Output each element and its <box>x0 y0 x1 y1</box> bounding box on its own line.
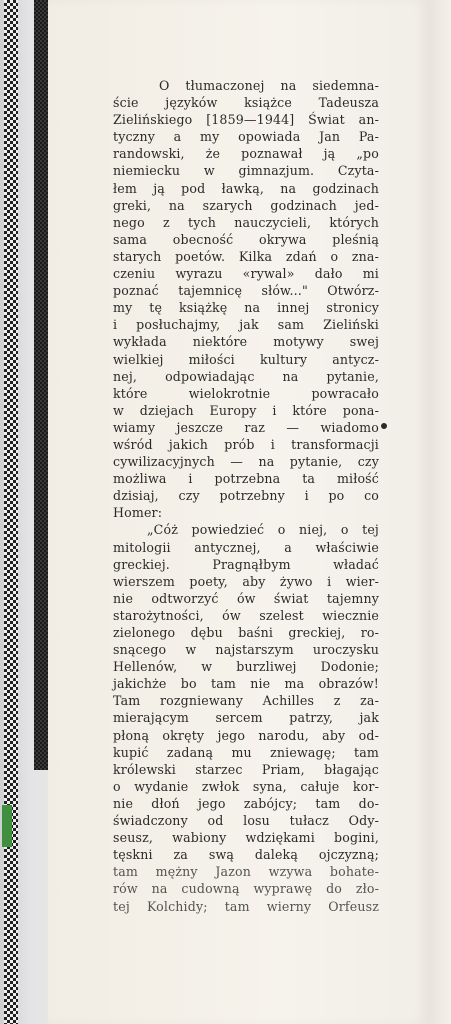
text-line: sama obecność okrywa pleśnią <box>113 231 379 247</box>
quote-line: wierszem poety, aby żywo i wier- <box>113 573 379 589</box>
quote-line: tam mężny Jazon wzywa bohate- <box>113 864 379 880</box>
quote-line: płoną okręty jego narodu, aby od- <box>113 727 379 743</box>
text-line: ście języków książce Tadeusza <box>113 95 379 111</box>
text-line: dzisiaj, czy potrzebny i po co <box>113 488 379 504</box>
text-line: tyczny a my opowiada Jan Pa- <box>113 129 379 145</box>
text-line: cywilizacyjnych — na pytanie, czy <box>113 454 379 470</box>
quote-line: Hellenów, w burzliwej Dodonie; <box>113 659 379 675</box>
quote-line: tej Kolchidy; tam wierny Orfeusz <box>113 898 379 914</box>
quote-line: tęskni za swą daleką ojczyzną; <box>113 847 379 863</box>
text-line: które wielokrotnie powracało <box>113 385 379 401</box>
text-line: my tę książkę na innej stronicy <box>113 300 379 316</box>
text-line: nego z tych nauczycieli, których <box>113 214 379 230</box>
quote-line: świadczony od losu tułacz Ody- <box>113 813 379 829</box>
text-line: wśród jakich prób i transformacji <box>113 436 379 452</box>
quote-line: „Cóż powiedzieć o niej, o tej <box>147 522 379 538</box>
text-line: O tłumaczonej na siedemna- <box>159 78 379 93</box>
text-line: w dziejach Europy i które pona- <box>113 402 379 418</box>
text-line: Zielińskiego [1859—1944] Świat an- <box>113 112 379 128</box>
text-line: poznać tajemnicę słów..." Otwórz- <box>113 283 379 299</box>
quote-line: nie odtworzyć ów świat tajemny <box>113 590 379 606</box>
text-line: możliwa i potrzebna ta miłość <box>113 471 379 487</box>
text-line: wielkiej miłości kultury antycz- <box>113 351 379 367</box>
body-text <box>113 77 379 915</box>
quote-line: kupić zadaną mu zniewagę; tam <box>113 744 379 760</box>
quote-line: nie dłoń jego zabójcy; tam do- <box>113 795 379 811</box>
text-line: wykłada niektóre motywy swej <box>113 334 379 350</box>
quote-line: mierającym sercem patrzy, jak <box>113 710 379 726</box>
quote-line: snącego w najstarszym uroczysku <box>113 642 379 658</box>
quote-line: rów na cudowną wyprawę do zło- <box>113 881 379 897</box>
text-line: niemiecku w gimnazjum. Czyta- <box>113 163 379 179</box>
text-line: greki, na szarych godzinach jed- <box>113 197 379 213</box>
text-line: Homer: <box>113 505 163 521</box>
green-page-tab <box>2 805 12 847</box>
text-line: i posłuchajmy, jak sam Zieliński <box>113 317 379 333</box>
ink-dot <box>381 423 387 429</box>
quote-line: zielonego dębu baśni greckiej, ro- <box>113 625 379 640</box>
quote-line: seusz, wabiony wdziękami bogini, <box>113 830 379 846</box>
text-line: czeniu wyrazu «rywal» dało mi <box>113 266 379 282</box>
checkered-binding-strip <box>4 0 18 1024</box>
quote-line: królewski starzec Priam, błagając <box>113 761 379 777</box>
page-edge <box>428 0 451 1024</box>
dark-checkered-band <box>34 0 48 770</box>
text-line: wiamy jeszcze raz — wiadomo <box>113 419 379 435</box>
quote-line: mitologii antycznej, a właściwie <box>113 539 379 555</box>
quote-line: starożytności, ów szelest wiecznie <box>113 607 379 623</box>
text-line: łem ją pod ławką, na godzinach <box>113 180 379 196</box>
text-line: starych poetów. Kilka zdań o zna- <box>113 248 379 264</box>
quote-line: Tam rozgniewany Achilles z za- <box>113 693 379 709</box>
quote-line: o wydanie zwłok syna, całuje kor- <box>113 778 379 794</box>
quote-line: greckiej. Pragnąłbym władać <box>113 556 379 572</box>
text-line: randowski, że poznawał ją „po <box>113 146 379 162</box>
text-line: nej, odpowiadając na pytanie, <box>113 368 379 384</box>
quote-line: jakichże bo tam nie ma obrazów! <box>113 676 379 692</box>
